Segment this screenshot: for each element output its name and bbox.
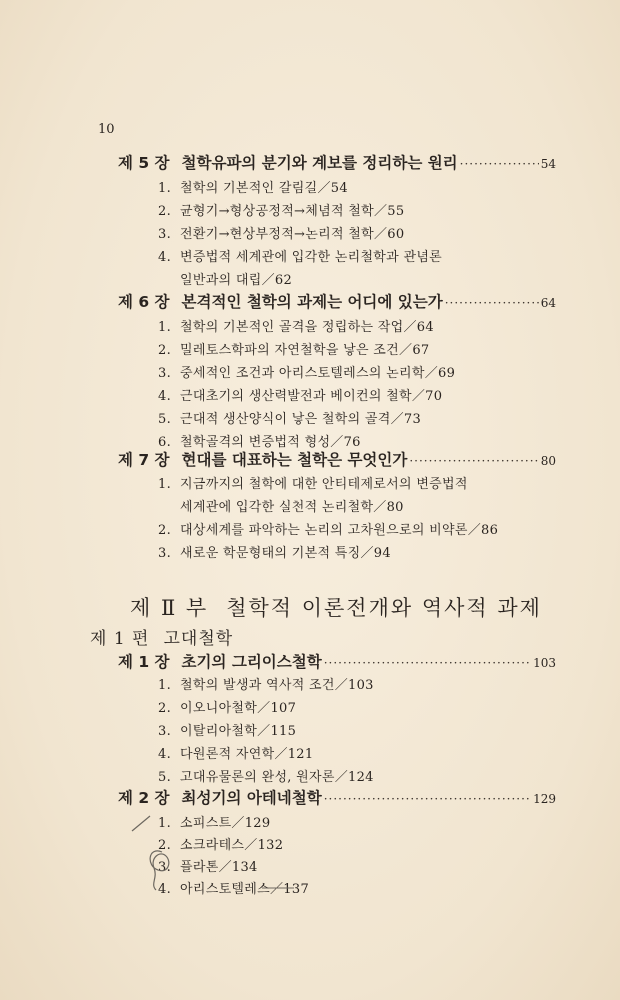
toc-item: 1. 철학의 기본적인 갈림길／54 <box>158 181 348 196</box>
chapter-page: 129 <box>533 792 556 806</box>
chapter-label: 제 5 장 <box>118 154 170 172</box>
toc-item: 1. 철학의 발생과 역사적 조건／103 <box>158 678 374 693</box>
toc-item: 1. 소피스트／129 <box>158 816 271 831</box>
toc-item: 1. 지금까지의 철학에 대한 안티테제로서의 변증법적 <box>158 477 468 492</box>
page-number: 10 <box>98 122 115 137</box>
toc-item: 3. 전환기→현상부정적→논리적 철학／60 <box>158 227 405 242</box>
chapter-title: 현대를 대표하는 철학은 무엇인가 <box>181 451 408 469</box>
toc-item-continuation: 일반과의 대립／62 <box>180 273 293 288</box>
toc-item: 2. 소크라테스／132 <box>158 838 284 853</box>
section-label: 제 1 편 <box>90 629 150 649</box>
chapter-label: 제 2 장 <box>118 789 170 807</box>
toc-item-continuation: 세계관에 입각한 실천적 논리철학／80 <box>180 500 404 515</box>
toc-item: 4. 변증법적 세계관에 입각한 논리철학과 관념론 <box>158 250 443 265</box>
chapter-page: 64 <box>540 296 556 310</box>
toc-item: 6. 철학골격의 변증법적 형성／76 <box>158 435 361 450</box>
chapter-label: 제 1 장 <box>118 653 170 671</box>
pencil-loop-mark <box>150 851 169 890</box>
toc-item: 2. 대상세계를 파악하는 논리의 고차원으로의 비약론／86 <box>158 523 499 538</box>
part-title: 철학적 이론전개와 역사적 과제 <box>226 596 542 620</box>
toc-item: 5. 근대적 생산양식이 낳은 철학의 골격／73 <box>158 412 422 427</box>
toc-item: 2. 이오니아철학／107 <box>158 701 297 716</box>
pencil-slash-mark <box>132 816 150 831</box>
toc-item: 4. 아리스토텔레스／137 <box>158 882 310 897</box>
toc-item: 2. 균형기→형상공정적→체념적 철학／55 <box>158 204 405 219</box>
chapter-page: 103 <box>533 656 556 670</box>
toc-item: 4. 다원론적 자연학／121 <box>158 747 314 762</box>
toc-item: 2. 밀레토스학파의 자연철학을 낳은 조건／67 <box>158 343 430 358</box>
chapter-label: 제 6 장 <box>118 293 170 311</box>
toc-item: 4. 근대초기의 생산력발전과 베이컨의 철학／70 <box>158 389 443 404</box>
part-label: 제 Ⅱ 부 <box>130 596 209 620</box>
chapter-title: 본격적인 철학의 과제는 어디에 있는가 <box>181 293 443 311</box>
toc-item: 1. 철학의 기본적인 골격을 정립하는 작업／64 <box>158 320 434 335</box>
toc-item: 3. 이탈리아철학／115 <box>158 724 297 739</box>
chapter-title: 최성기의 아테네철학 <box>181 789 322 807</box>
chapter-label: 제 7 장 <box>118 451 170 469</box>
toc-item: 5. 고대유물론의 완성, 원자론／124 <box>158 770 374 785</box>
toc-item: 3. 플라톤／134 <box>158 860 258 875</box>
chapter-title: 철학유파의 분기와 계보를 정리하는 원리 <box>181 154 458 172</box>
chapter-page: 80 <box>540 454 556 468</box>
chapter-page: 54 <box>540 157 556 171</box>
chapter-title: 초기의 그리이스철학 <box>181 653 322 671</box>
toc-item: 3. 중세적인 조건과 아리스토텔레스의 논리학／69 <box>158 366 456 381</box>
toc-item: 3. 새로운 학문형태의 기본적 특징／94 <box>158 546 391 561</box>
section-title: 고대철학 <box>163 629 234 649</box>
